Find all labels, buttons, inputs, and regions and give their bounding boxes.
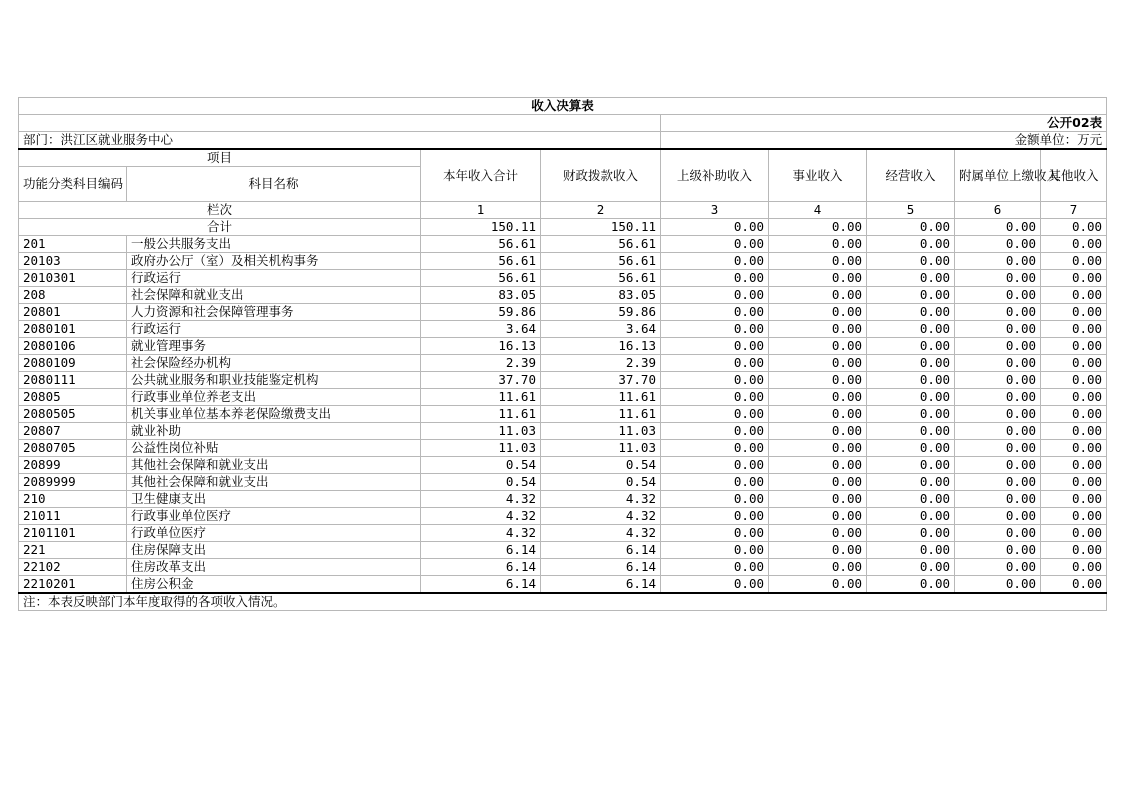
row-value-4: 0.00 bbox=[769, 304, 867, 321]
row-value-2: 0.54 bbox=[541, 457, 661, 474]
row-value-1: 0.54 bbox=[421, 474, 541, 491]
table-row bbox=[19, 389, 1107, 406]
row-value-3: 0.00 bbox=[661, 304, 769, 321]
row-value-3: 0.00 bbox=[661, 423, 769, 440]
row-value-6: 0.00 bbox=[955, 253, 1041, 270]
row-value-7: 0.00 bbox=[1041, 389, 1107, 406]
row-value-7: 0.00 bbox=[1041, 304, 1107, 321]
row-value-4: 0.00 bbox=[769, 457, 867, 474]
row-name: 就业补助 bbox=[127, 423, 421, 440]
row-value-5: 0.00 bbox=[867, 338, 955, 355]
row-value-2: 59.86 bbox=[541, 304, 661, 321]
table-row bbox=[19, 559, 1107, 576]
row-value-7: 0.00 bbox=[1041, 355, 1107, 372]
row-value-1: 2.39 bbox=[421, 355, 541, 372]
row-value-5: 0.00 bbox=[867, 304, 955, 321]
row-value-4: 0.00 bbox=[769, 406, 867, 423]
header-business: 事业收入 bbox=[769, 149, 867, 202]
row-code: 20103 bbox=[19, 253, 127, 270]
row-code: 20899 bbox=[19, 457, 127, 474]
row-value-3: 0.00 bbox=[661, 253, 769, 270]
seq-col-5: 5 bbox=[867, 202, 955, 219]
row-value-3: 0.00 bbox=[661, 236, 769, 253]
table-row bbox=[19, 423, 1107, 440]
row-value-2: 2.39 bbox=[541, 355, 661, 372]
row-value-6: 0.00 bbox=[955, 355, 1041, 372]
row-value-5: 0.00 bbox=[867, 372, 955, 389]
row-value-7: 0.00 bbox=[1041, 236, 1107, 253]
table-row bbox=[19, 304, 1107, 321]
row-value-3: 0.00 bbox=[661, 270, 769, 287]
row-code: 210 bbox=[19, 491, 127, 508]
form-number: 公开02表 bbox=[661, 115, 1107, 132]
row-value-5: 0.00 bbox=[867, 576, 955, 594]
table-row bbox=[19, 525, 1107, 542]
row-name: 住房保障支出 bbox=[127, 542, 421, 559]
row-name: 行政单位医疗 bbox=[127, 525, 421, 542]
row-value-1: 56.61 bbox=[421, 236, 541, 253]
row-value-3: 0.00 bbox=[661, 389, 769, 406]
row-value-6: 0.00 bbox=[955, 406, 1041, 423]
row-value-7: 0.00 bbox=[1041, 508, 1107, 525]
row-value-1: 11.61 bbox=[421, 406, 541, 423]
row-name: 行政运行 bbox=[127, 270, 421, 287]
row-code: 2210201 bbox=[19, 576, 127, 594]
row-value-1: 4.32 bbox=[421, 491, 541, 508]
row-value-5: 0.00 bbox=[867, 287, 955, 304]
row-value-2: 0.54 bbox=[541, 474, 661, 491]
row-value-6: 0.00 bbox=[955, 508, 1041, 525]
row-value-5: 0.00 bbox=[867, 559, 955, 576]
row-value-7: 0.00 bbox=[1041, 440, 1107, 457]
row-name: 卫生健康支出 bbox=[127, 491, 421, 508]
table-title: 收入决算表 bbox=[19, 98, 1107, 115]
table-row bbox=[19, 321, 1107, 338]
department-label: 部门：洪江区就业服务中心 bbox=[19, 132, 661, 150]
table-row bbox=[19, 270, 1107, 287]
row-value-7: 0.00 bbox=[1041, 287, 1107, 304]
row-value-3: 0.00 bbox=[661, 525, 769, 542]
row-value-4: 0.00 bbox=[769, 525, 867, 542]
row-value-4: 0.00 bbox=[769, 423, 867, 440]
row-value-2: 6.14 bbox=[541, 559, 661, 576]
row-value-1: 59.86 bbox=[421, 304, 541, 321]
table-row bbox=[19, 253, 1107, 270]
row-value-4: 0.00 bbox=[769, 474, 867, 491]
table-row bbox=[19, 406, 1107, 423]
row-value-5: 0.00 bbox=[867, 474, 955, 491]
row-value-2: 11.03 bbox=[541, 423, 661, 440]
row-code: 2010301 bbox=[19, 270, 127, 287]
row-value-1: 6.14 bbox=[421, 542, 541, 559]
header-affiliated: 附属单位上缴收入 bbox=[955, 149, 1041, 202]
header-fiscal: 财政拨款收入 bbox=[541, 149, 661, 202]
total-value-6: 0.00 bbox=[955, 219, 1041, 236]
income-table bbox=[18, 97, 1107, 611]
row-value-3: 0.00 bbox=[661, 338, 769, 355]
table-row bbox=[19, 287, 1107, 304]
row-value-4: 0.00 bbox=[769, 542, 867, 559]
row-name: 其他社会保障和就业支出 bbox=[127, 457, 421, 474]
row-value-4: 0.00 bbox=[769, 287, 867, 304]
table-row bbox=[19, 338, 1107, 355]
table-row bbox=[19, 457, 1107, 474]
row-value-1: 3.64 bbox=[421, 321, 541, 338]
row-value-5: 0.00 bbox=[867, 389, 955, 406]
row-value-6: 0.00 bbox=[955, 338, 1041, 355]
header-name: 科目名称 bbox=[127, 167, 421, 202]
row-value-5: 0.00 bbox=[867, 236, 955, 253]
row-value-2: 56.61 bbox=[541, 270, 661, 287]
header-code: 功能分类科目编码 bbox=[19, 167, 127, 202]
total-value-7: 0.00 bbox=[1041, 219, 1107, 236]
header-item: 项目 bbox=[19, 149, 421, 167]
row-value-2: 56.61 bbox=[541, 236, 661, 253]
row-value-4: 0.00 bbox=[769, 355, 867, 372]
seq-col-1: 1 bbox=[421, 202, 541, 219]
row-code: 2101101 bbox=[19, 525, 127, 542]
row-value-2: 6.14 bbox=[541, 576, 661, 594]
row-value-4: 0.00 bbox=[769, 491, 867, 508]
row-value-2: 83.05 bbox=[541, 287, 661, 304]
total-value-2: 150.11 bbox=[541, 219, 661, 236]
row-value-7: 0.00 bbox=[1041, 559, 1107, 576]
table-row bbox=[19, 355, 1107, 372]
row-name: 行政事业单位养老支出 bbox=[127, 389, 421, 406]
row-value-3: 0.00 bbox=[661, 287, 769, 304]
row-value-3: 0.00 bbox=[661, 474, 769, 491]
row-value-1: 11.03 bbox=[421, 423, 541, 440]
seq-col-4: 4 bbox=[769, 202, 867, 219]
blank-cell bbox=[19, 115, 661, 132]
row-value-7: 0.00 bbox=[1041, 372, 1107, 389]
row-value-1: 11.03 bbox=[421, 440, 541, 457]
header-superior: 上级补助收入 bbox=[661, 149, 769, 202]
header-other: 其他收入 bbox=[1041, 149, 1107, 202]
row-value-2: 4.32 bbox=[541, 525, 661, 542]
row-name: 其他社会保障和就业支出 bbox=[127, 474, 421, 491]
row-value-3: 0.00 bbox=[661, 508, 769, 525]
row-value-2: 4.32 bbox=[541, 508, 661, 525]
row-value-3: 0.00 bbox=[661, 355, 769, 372]
income-statement-sheet bbox=[18, 97, 1106, 611]
row-code: 2080101 bbox=[19, 321, 127, 338]
row-value-6: 0.00 bbox=[955, 423, 1041, 440]
row-value-2: 11.61 bbox=[541, 406, 661, 423]
row-value-7: 0.00 bbox=[1041, 542, 1107, 559]
row-value-1: 6.14 bbox=[421, 559, 541, 576]
row-value-6: 0.00 bbox=[955, 389, 1041, 406]
row-value-7: 0.00 bbox=[1041, 457, 1107, 474]
seq-col-6: 6 bbox=[955, 202, 1041, 219]
row-value-1: 4.32 bbox=[421, 508, 541, 525]
row-value-5: 0.00 bbox=[867, 270, 955, 287]
row-value-7: 0.00 bbox=[1041, 491, 1107, 508]
seq-col-3: 3 bbox=[661, 202, 769, 219]
row-value-2: 37.70 bbox=[541, 372, 661, 389]
row-value-4: 0.00 bbox=[769, 559, 867, 576]
row-code: 2080705 bbox=[19, 440, 127, 457]
table-row bbox=[19, 440, 1107, 457]
row-name: 住房改革支出 bbox=[127, 559, 421, 576]
table-row bbox=[19, 542, 1107, 559]
row-value-3: 0.00 bbox=[661, 542, 769, 559]
row-value-5: 0.00 bbox=[867, 406, 955, 423]
row-value-6: 0.00 bbox=[955, 542, 1041, 559]
row-value-7: 0.00 bbox=[1041, 406, 1107, 423]
row-name: 公共就业服务和职业技能鉴定机构 bbox=[127, 372, 421, 389]
row-value-5: 0.00 bbox=[867, 542, 955, 559]
total-label: 合计 bbox=[19, 219, 421, 236]
table-note: 注：本表反映部门本年度取得的各项收入情况。 bbox=[19, 593, 1107, 611]
row-code: 2080106 bbox=[19, 338, 127, 355]
row-value-4: 0.00 bbox=[769, 389, 867, 406]
row-code: 21011 bbox=[19, 508, 127, 525]
row-value-5: 0.00 bbox=[867, 253, 955, 270]
row-name: 人力资源和社会保障管理事务 bbox=[127, 304, 421, 321]
row-value-5: 0.00 bbox=[867, 355, 955, 372]
row-value-2: 11.61 bbox=[541, 389, 661, 406]
row-value-4: 0.00 bbox=[769, 440, 867, 457]
row-value-6: 0.00 bbox=[955, 525, 1041, 542]
row-code: 221 bbox=[19, 542, 127, 559]
row-value-5: 0.00 bbox=[867, 321, 955, 338]
table-row bbox=[19, 508, 1107, 525]
header-total: 本年收入合计 bbox=[421, 149, 541, 202]
row-value-1: 6.14 bbox=[421, 576, 541, 594]
row-value-4: 0.00 bbox=[769, 508, 867, 525]
row-value-3: 0.00 bbox=[661, 491, 769, 508]
row-value-7: 0.00 bbox=[1041, 270, 1107, 287]
row-value-5: 0.00 bbox=[867, 423, 955, 440]
row-value-2: 4.32 bbox=[541, 491, 661, 508]
row-value-6: 0.00 bbox=[955, 491, 1041, 508]
row-code: 20805 bbox=[19, 389, 127, 406]
row-code: 2080111 bbox=[19, 372, 127, 389]
row-value-6: 0.00 bbox=[955, 457, 1041, 474]
row-name: 政府办公厅（室）及相关机构事务 bbox=[127, 253, 421, 270]
row-value-6: 0.00 bbox=[955, 440, 1041, 457]
row-value-3: 0.00 bbox=[661, 559, 769, 576]
row-value-3: 0.00 bbox=[661, 321, 769, 338]
row-value-3: 0.00 bbox=[661, 372, 769, 389]
total-value-1: 150.11 bbox=[421, 219, 541, 236]
row-value-5: 0.00 bbox=[867, 440, 955, 457]
row-value-7: 0.00 bbox=[1041, 253, 1107, 270]
table-row bbox=[19, 372, 1107, 389]
row-value-7: 0.00 bbox=[1041, 525, 1107, 542]
total-value-3: 0.00 bbox=[661, 219, 769, 236]
row-value-7: 0.00 bbox=[1041, 474, 1107, 491]
row-code: 20807 bbox=[19, 423, 127, 440]
row-value-4: 0.00 bbox=[769, 270, 867, 287]
total-value-5: 0.00 bbox=[867, 219, 955, 236]
row-value-4: 0.00 bbox=[769, 321, 867, 338]
row-value-6: 0.00 bbox=[955, 270, 1041, 287]
row-value-5: 0.00 bbox=[867, 457, 955, 474]
row-value-6: 0.00 bbox=[955, 236, 1041, 253]
row-value-4: 0.00 bbox=[769, 253, 867, 270]
row-value-7: 0.00 bbox=[1041, 321, 1107, 338]
table-row bbox=[19, 491, 1107, 508]
row-value-6: 0.00 bbox=[955, 321, 1041, 338]
row-value-1: 4.32 bbox=[421, 525, 541, 542]
row-name: 就业管理事务 bbox=[127, 338, 421, 355]
row-code: 2080109 bbox=[19, 355, 127, 372]
row-value-3: 0.00 bbox=[661, 406, 769, 423]
row-code: 201 bbox=[19, 236, 127, 253]
row-value-7: 0.00 bbox=[1041, 338, 1107, 355]
row-name: 公益性岗位补贴 bbox=[127, 440, 421, 457]
row-value-1: 11.61 bbox=[421, 389, 541, 406]
header-operating: 经营收入 bbox=[867, 149, 955, 202]
row-code: 20801 bbox=[19, 304, 127, 321]
row-value-1: 37.70 bbox=[421, 372, 541, 389]
row-value-2: 6.14 bbox=[541, 542, 661, 559]
row-name: 行政运行 bbox=[127, 321, 421, 338]
seq-label: 栏次 bbox=[19, 202, 421, 219]
row-value-4: 0.00 bbox=[769, 372, 867, 389]
row-value-5: 0.00 bbox=[867, 508, 955, 525]
table-row bbox=[19, 474, 1107, 491]
row-value-4: 0.00 bbox=[769, 236, 867, 253]
row-name: 社会保险经办机构 bbox=[127, 355, 421, 372]
row-value-1: 83.05 bbox=[421, 287, 541, 304]
row-code: 208 bbox=[19, 287, 127, 304]
row-value-2: 3.64 bbox=[541, 321, 661, 338]
row-value-2: 11.03 bbox=[541, 440, 661, 457]
table-row bbox=[19, 576, 1107, 594]
row-name: 一般公共服务支出 bbox=[127, 236, 421, 253]
row-value-6: 0.00 bbox=[955, 474, 1041, 491]
row-value-5: 0.00 bbox=[867, 491, 955, 508]
row-value-1: 16.13 bbox=[421, 338, 541, 355]
row-value-6: 0.00 bbox=[955, 559, 1041, 576]
seq-col-2: 2 bbox=[541, 202, 661, 219]
row-value-1: 0.54 bbox=[421, 457, 541, 474]
row-value-5: 0.00 bbox=[867, 525, 955, 542]
row-value-1: 56.61 bbox=[421, 253, 541, 270]
row-value-6: 0.00 bbox=[955, 576, 1041, 594]
total-value-4: 0.00 bbox=[769, 219, 867, 236]
row-code: 2089999 bbox=[19, 474, 127, 491]
row-value-3: 0.00 bbox=[661, 457, 769, 474]
row-name: 机关事业单位基本养老保险缴费支出 bbox=[127, 406, 421, 423]
seq-col-7: 7 bbox=[1041, 202, 1107, 219]
table-row bbox=[19, 236, 1107, 253]
row-value-6: 0.00 bbox=[955, 287, 1041, 304]
row-value-2: 16.13 bbox=[541, 338, 661, 355]
row-value-4: 0.00 bbox=[769, 576, 867, 594]
row-value-3: 0.00 bbox=[661, 440, 769, 457]
row-value-6: 0.00 bbox=[955, 304, 1041, 321]
unit-label: 金额单位：万元 bbox=[661, 132, 1107, 150]
row-name: 社会保障和就业支出 bbox=[127, 287, 421, 304]
row-name: 住房公积金 bbox=[127, 576, 421, 594]
row-value-7: 0.00 bbox=[1041, 423, 1107, 440]
row-value-6: 0.00 bbox=[955, 372, 1041, 389]
row-code: 2080505 bbox=[19, 406, 127, 423]
row-value-7: 0.00 bbox=[1041, 576, 1107, 594]
row-value-4: 0.00 bbox=[769, 338, 867, 355]
row-code: 22102 bbox=[19, 559, 127, 576]
row-value-3: 0.00 bbox=[661, 576, 769, 594]
row-value-2: 56.61 bbox=[541, 253, 661, 270]
row-value-1: 56.61 bbox=[421, 270, 541, 287]
row-name: 行政事业单位医疗 bbox=[127, 508, 421, 525]
